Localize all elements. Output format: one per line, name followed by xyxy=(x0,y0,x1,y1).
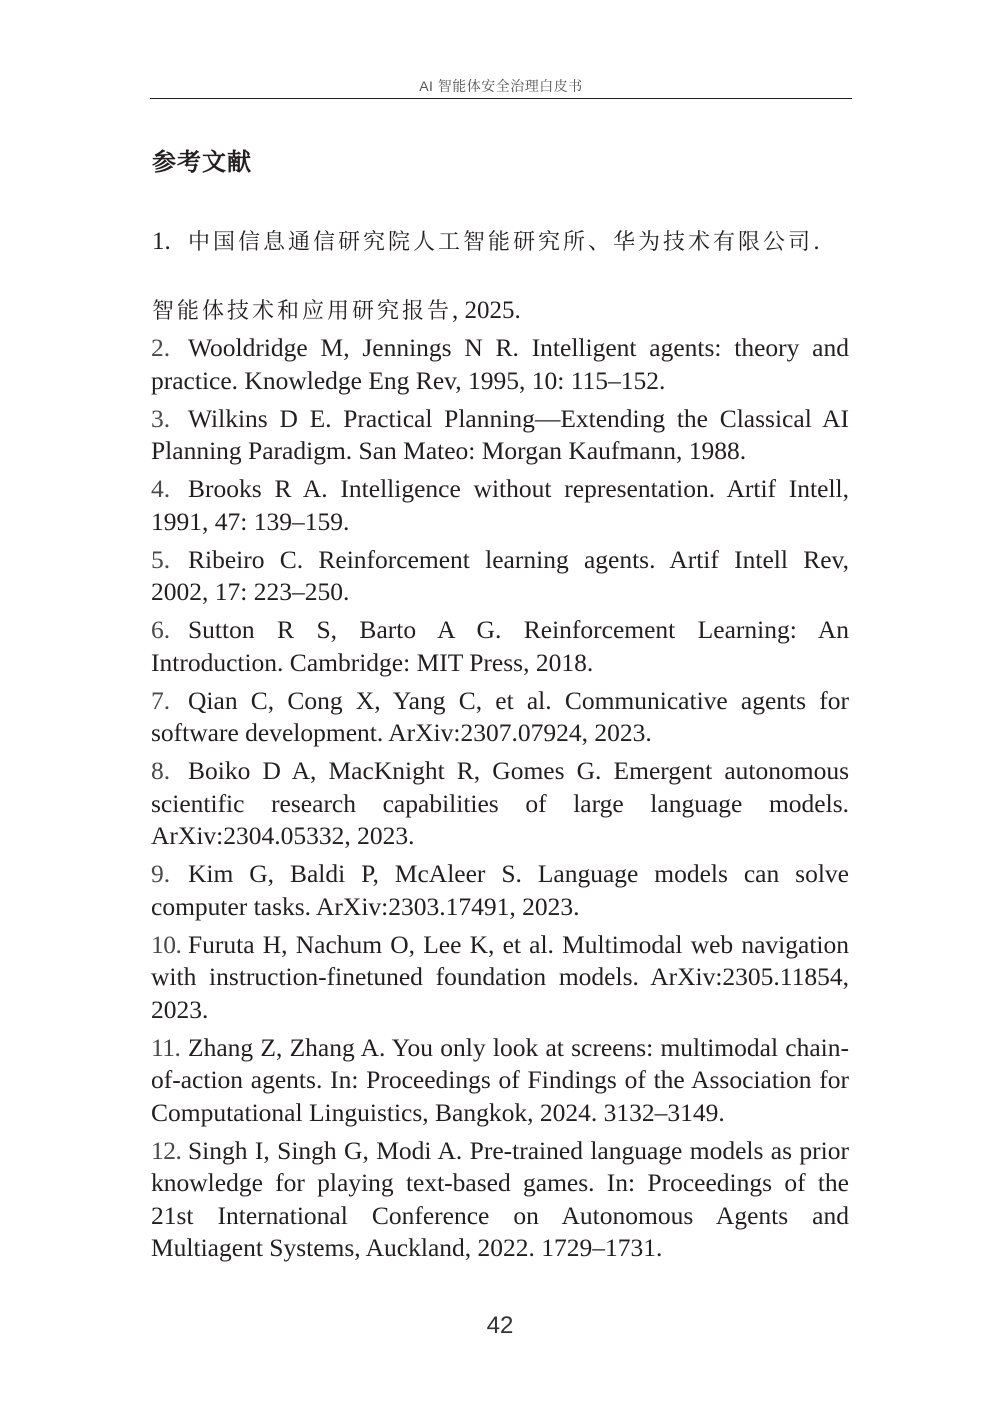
reference-item-8 xyxy=(151,755,849,853)
reference-number: 9. xyxy=(151,859,171,888)
reference-text: Kim G, Baldi P, McAleer S. Language models can solve computer tasks. ArXiv:2303.17491, 2023. xyxy=(151,859,849,921)
reference-text: Furuta H, Nachum O, Lee K, et al. Multimodal web navigation with instruction-finetuned foundation models. ArXiv:2305.11854, 2023. xyxy=(151,929,849,1024)
reference-text: Brooks R A. Intelligence without representation. Artif Intell, 1991, 47: 139–159. xyxy=(151,474,849,536)
reference-item-9 xyxy=(151,858,849,923)
reference-text: Qian C, Cong X, Yang C, et al. Communicative agents for software development. ArXiv:2307.07924, 2023. xyxy=(151,685,849,747)
reference-text-cn: 智能体技术和应用研究报告 xyxy=(152,299,453,324)
reference-number: 5. xyxy=(151,544,171,574)
reference-item-12 xyxy=(151,1135,849,1265)
reference-item-11 xyxy=(151,1032,849,1130)
reference-item-5 xyxy=(151,544,849,609)
reference-number: 10. xyxy=(151,929,182,959)
reference-number: 7. xyxy=(151,685,171,715)
reference-text: Wilkins D E. Practical Planning—Extending the Classical AI Planning Paradigm. San Mateo: Morgan Kaufmann, 1988. xyxy=(151,403,849,465)
reference-text: Wooldridge M, Jennings N R. Intelligent agents: theory and practice. Knowledge Eng Rev, 1995, 10: 115–152. xyxy=(151,333,849,395)
reference-item-10 xyxy=(151,929,849,1027)
reference-text: Zhang Z, Zhang A. You only look at screens: multimodal chain-of-action agents. In: Proceedings of Findings of the Association for Computational Linguistics, Bangkok, 2024. 3132–3149. xyxy=(151,1032,849,1127)
reference-number: 1. xyxy=(152,228,171,255)
reference-text: Boiko D A, MacKnight R, Gomes G. Emergent autonomous scientific research capabilities of large language models. ArXiv:2304.05332, 2023. xyxy=(151,756,849,850)
reference-text-cn: 中国信息通信研究院人工智能研究所、华为技术有限公司. xyxy=(188,230,823,255)
reference-number: 2. xyxy=(151,333,171,362)
reference-item-4 xyxy=(151,473,849,538)
reference-text: Ribeiro C. Reinforcement learning agents. Artif Intell Rev, 2002, 17: 223–250. xyxy=(151,544,849,606)
reference-item-2 xyxy=(151,332,849,397)
reference-number: 12. xyxy=(151,1135,182,1165)
reference-list xyxy=(151,332,849,1270)
reference-item-6 xyxy=(151,614,849,679)
reference-year: , 2025. xyxy=(452,297,521,324)
reference-number: 4. xyxy=(151,474,171,503)
section-title: 参考文献 xyxy=(152,148,252,176)
page-number: 42 xyxy=(486,1312,514,1339)
reference-item-1 xyxy=(152,208,852,346)
header-rule xyxy=(150,98,852,99)
reference-number: 11. xyxy=(151,1032,181,1062)
reference-text: Sutton R S, Barto A G. Reinforcement Learning: An Introduction. Cambridge: MIT Press, 2018. xyxy=(151,615,849,677)
reference-item-7 xyxy=(151,685,849,750)
reference-text: Singh I, Singh G, Modi A. Pre-trained language models as prior knowledge for playing text-based games. In: Proceedings of the 21st International Conference on Autonomous Agents and Multiagent Systems, Auckland, 2022. 1729–1731. xyxy=(151,1135,849,1262)
running-header: AI 智能体安全治理白皮书 xyxy=(419,78,583,94)
reference-number: 3. xyxy=(151,403,171,433)
reference-line xyxy=(152,208,852,277)
reference-item-3 xyxy=(151,403,849,468)
reference-number: 6. xyxy=(151,615,171,644)
reference-number: 8. xyxy=(151,756,171,785)
